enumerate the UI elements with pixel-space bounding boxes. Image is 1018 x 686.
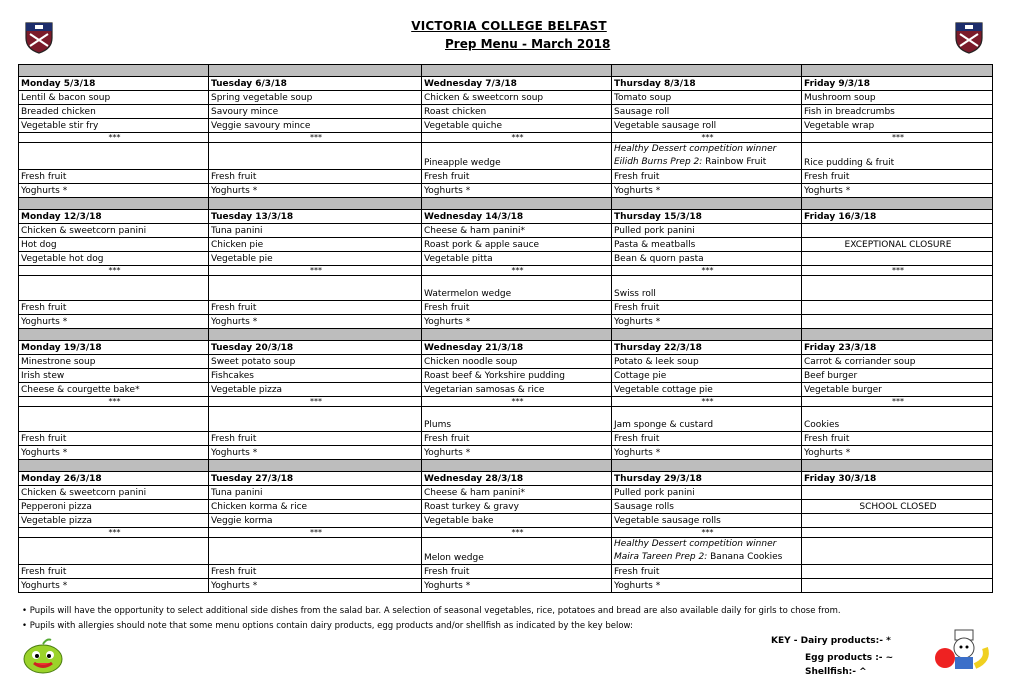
menu-table <box>18 64 993 593</box>
day-header: Monday 5/3/18 <box>19 77 209 91</box>
menu-row <box>19 252 993 266</box>
competition-winner-name: Maira Tareen Prep 2: <box>614 552 711 562</box>
yoghurt-item: Yoghurts * <box>19 184 209 198</box>
yoghurt-item: Yoghurts * <box>422 446 612 460</box>
fruit-item: Fresh fruit <box>422 170 612 184</box>
week-separator <box>19 198 993 210</box>
menu-item: Vegetable pizza <box>209 383 422 397</box>
menu-item: Veggie savoury mince <box>209 119 422 133</box>
separator-cell <box>209 460 422 472</box>
separator-cell <box>19 329 209 341</box>
menu-item: Roast chicken <box>422 105 612 119</box>
dessert-row <box>19 407 993 432</box>
menu-item: Vegetable pizza <box>19 514 209 528</box>
yoghurt-item: Yoghurts * <box>612 579 802 593</box>
stars-cell: *** <box>612 397 802 407</box>
separator-cell <box>422 460 612 472</box>
menu-item: Mushroom soup <box>802 91 993 105</box>
fruit-item <box>802 565 993 579</box>
stars-cell: *** <box>612 266 802 276</box>
yoghurt-item: Yoghurts * <box>612 184 802 198</box>
separator-cell <box>612 329 802 341</box>
fruit-item: Fresh fruit <box>209 565 422 579</box>
dessert-item: Watermelon wedge <box>422 276 612 301</box>
stars-cell: *** <box>209 397 422 407</box>
fruit-item: Fresh fruit <box>19 301 209 315</box>
menu-item: Roast beef & Yorkshire pudding <box>422 369 612 383</box>
menu-row <box>19 91 993 105</box>
dessert-item <box>802 538 993 565</box>
separator-cell <box>209 329 422 341</box>
dessert-item: Cookies <box>802 407 993 432</box>
separator-cell <box>612 460 802 472</box>
menu-item: Cheese & ham panini* <box>422 224 612 238</box>
note-allergies: • Pupils with allergies should note that some menu options contain dairy products, egg products and/or shellfish as indicated by the key below: <box>22 621 633 631</box>
menu-item: Vegetable hot dog <box>19 252 209 266</box>
dessert-item <box>209 407 422 432</box>
menu-row <box>19 383 993 397</box>
competition-title: Healthy Dessert competition winner <box>614 539 777 549</box>
fruit-item <box>802 301 993 315</box>
stars-cell: *** <box>19 266 209 276</box>
day-header-row <box>19 341 993 355</box>
fruit-item: Fresh fruit <box>422 301 612 315</box>
yoghurt-row <box>19 446 993 460</box>
menu-item: Chicken & sweetcorn panini <box>19 486 209 500</box>
yoghurt-item: Yoghurts * <box>422 184 612 198</box>
menu-item: Fish in breadcrumbs <box>802 105 993 119</box>
menu-item: Hot dog <box>19 238 209 252</box>
stars-cell: *** <box>209 266 422 276</box>
menu-item: Tuna panini <box>209 486 422 500</box>
separator-cell <box>802 65 993 77</box>
menu-row <box>19 486 993 500</box>
dessert-item: Melon wedge <box>422 538 612 565</box>
menu-item: Cottage pie <box>612 369 802 383</box>
stars-cell: *** <box>19 133 209 143</box>
stars-cell <box>802 528 993 538</box>
separator-stars-row <box>19 266 993 276</box>
menu-item: Chicken pie <box>209 238 422 252</box>
fruit-row <box>19 565 993 579</box>
yoghurt-item: Yoghurts * <box>612 315 802 329</box>
menu-item: Chicken korma & rice <box>209 500 422 514</box>
stars-cell: *** <box>422 266 612 276</box>
menu-item: Vegetable sausage rolls <box>612 514 802 528</box>
key-egg: Egg products :- ~ <box>805 653 894 663</box>
day-header: Wednesday 28/3/18 <box>422 472 612 486</box>
menu-item: Pasta & meatballs <box>612 238 802 252</box>
separator-cell <box>612 198 802 210</box>
menu-item: Vegetable cottage pie <box>612 383 802 397</box>
separator-stars-row <box>19 397 993 407</box>
stars-cell: *** <box>612 528 802 538</box>
menu-row <box>19 500 993 514</box>
menu-item: Fishcakes <box>209 369 422 383</box>
menu-item: Spring vegetable soup <box>209 91 422 105</box>
competition-dish: Rainbow Fruit <box>705 157 767 167</box>
fruit-chef-mascot-icon <box>933 626 991 674</box>
day-header: Monday 19/3/18 <box>19 341 209 355</box>
competition-winner-name: Eilidh Burns Prep 2: <box>614 157 706 167</box>
dessert-item <box>19 407 209 432</box>
yoghurt-item: Yoghurts * <box>209 446 422 460</box>
dessert-item <box>209 276 422 301</box>
separator-cell <box>209 65 422 77</box>
menu-item: Irish stew <box>19 369 209 383</box>
dessert-item: Rice pudding & fruit <box>802 143 993 170</box>
day-header: Tuesday 27/3/18 <box>209 472 422 486</box>
menu-item: Tuna panini <box>209 224 422 238</box>
separator-cell <box>802 329 993 341</box>
week-separator <box>19 329 993 341</box>
separator-cell <box>802 460 993 472</box>
menu-item: Minestrone soup <box>19 355 209 369</box>
menu-row <box>19 238 993 252</box>
menu-item <box>802 514 993 528</box>
dessert-row <box>19 276 993 301</box>
week-separator <box>19 65 993 77</box>
dessert-item: Plums <box>422 407 612 432</box>
separator-cell <box>209 198 422 210</box>
fruit-item: Fresh fruit <box>612 301 802 315</box>
menu-row <box>19 224 993 238</box>
menu-row <box>19 514 993 528</box>
separator-cell <box>802 198 993 210</box>
menu-item: Savoury mince <box>209 105 422 119</box>
day-header: Thursday 8/3/18 <box>612 77 802 91</box>
yoghurt-item <box>802 315 993 329</box>
fruit-item: Fresh fruit <box>209 432 422 446</box>
day-header: Friday 16/3/18 <box>802 210 993 224</box>
key-dairy: KEY - Dairy products:- * <box>771 636 891 646</box>
menu-item: Vegetable quiche <box>422 119 612 133</box>
day-header: Friday 9/3/18 <box>802 77 993 91</box>
menu-item: Pulled pork panini <box>612 224 802 238</box>
yoghurt-item: Yoghurts * <box>19 446 209 460</box>
dessert-item: Swiss roll <box>612 276 802 301</box>
separator-cell <box>422 198 612 210</box>
menu-item: Tomato soup <box>612 91 802 105</box>
stars-cell: *** <box>612 133 802 143</box>
day-header: Thursday 15/3/18 <box>612 210 802 224</box>
separator-cell <box>422 329 612 341</box>
stars-cell: *** <box>19 397 209 407</box>
menu-item: Cheese & ham panini* <box>422 486 612 500</box>
yoghurt-item: Yoghurts * <box>422 315 612 329</box>
menu-item: Vegetable pitta <box>422 252 612 266</box>
dessert-item <box>802 276 993 301</box>
fruit-item: Fresh fruit <box>19 432 209 446</box>
menu-row <box>19 105 993 119</box>
menu-row <box>19 119 993 133</box>
stars-cell: *** <box>422 397 612 407</box>
day-header: Friday 30/3/18 <box>802 472 993 486</box>
menu-item <box>802 224 993 238</box>
dessert-row <box>19 143 993 170</box>
yoghurt-item: Yoghurts * <box>209 579 422 593</box>
yoghurt-row <box>19 315 993 329</box>
competition-title: Healthy Dessert competition winner <box>614 144 777 154</box>
page-title: VICTORIA COLLEGE BELFAST <box>411 19 607 33</box>
menu-item: Vegetable stir fry <box>19 119 209 133</box>
menu-item: Chicken & sweetcorn panini <box>19 224 209 238</box>
dessert-item <box>209 538 422 565</box>
stars-cell: *** <box>422 133 612 143</box>
menu-item <box>802 486 993 500</box>
stars-cell: *** <box>209 133 422 143</box>
menu-item: Vegetable sausage roll <box>612 119 802 133</box>
menu-item: SCHOOL CLOSED <box>802 500 993 514</box>
fruit-item: Fresh fruit <box>209 301 422 315</box>
day-header: Tuesday 6/3/18 <box>209 77 422 91</box>
page-subtitle: Prep Menu - March 2018 <box>445 37 611 51</box>
day-header: Monday 26/3/18 <box>19 472 209 486</box>
menu-item: Vegetable bake <box>422 514 612 528</box>
separator-cell <box>422 65 612 77</box>
day-header: Tuesday 20/3/18 <box>209 341 422 355</box>
yoghurt-item <box>802 579 993 593</box>
menu-item: EXCEPTIONAL CLOSURE <box>802 238 993 252</box>
yoghurt-row <box>19 184 993 198</box>
fruit-item: Fresh fruit <box>19 170 209 184</box>
stars-cell: *** <box>19 528 209 538</box>
menu-item: Cheese & courgette bake* <box>19 383 209 397</box>
fruit-item: Fresh fruit <box>209 170 422 184</box>
menu-item: Vegetable pie <box>209 252 422 266</box>
stars-cell: *** <box>802 133 993 143</box>
fruit-row <box>19 301 993 315</box>
day-header: Thursday 29/3/18 <box>612 472 802 486</box>
yoghurt-item: Yoghurts * <box>209 315 422 329</box>
dessert-item <box>19 538 209 565</box>
day-header-row <box>19 77 993 91</box>
yoghurt-item: Yoghurts * <box>802 184 993 198</box>
note-salad-bar: • Pupils will have the opportunity to select additional side dishes from the salad bar. A selection of seasonal vegetables, rice, potatoes and bread are also available daily for girls to chose from. <box>22 606 841 616</box>
fruit-row <box>19 432 993 446</box>
dessert-item: Pineapple wedge <box>422 143 612 170</box>
yoghurt-row <box>19 579 993 593</box>
menu-item: Pulled pork panini <box>612 486 802 500</box>
menu-item: Sausage rolls <box>612 500 802 514</box>
dessert-row <box>19 538 993 565</box>
fruit-item: Fresh fruit <box>612 170 802 184</box>
menu-item: Beef burger <box>802 369 993 383</box>
dessert-item <box>19 276 209 301</box>
fruit-item: Fresh fruit <box>19 565 209 579</box>
menu-item: Breaded chicken <box>19 105 209 119</box>
dessert-competition-winner <box>612 538 802 565</box>
yoghurt-item: Yoghurts * <box>612 446 802 460</box>
stars-cell: *** <box>802 266 993 276</box>
stars-cell: *** <box>422 528 612 538</box>
fruit-item: Fresh fruit <box>612 565 802 579</box>
fruit-row <box>19 170 993 184</box>
week-separator <box>19 460 993 472</box>
dessert-item: Jam sponge & custard <box>612 407 802 432</box>
yoghurt-item: Yoghurts * <box>19 579 209 593</box>
menu-item: Vegetable wrap <box>802 119 993 133</box>
menu-item: Roast turkey & gravy <box>422 500 612 514</box>
day-header: Tuesday 13/3/18 <box>209 210 422 224</box>
dessert-competition-winner <box>612 143 802 170</box>
fruit-item: Fresh fruit <box>422 565 612 579</box>
day-header: Monday 12/3/18 <box>19 210 209 224</box>
menu-item: Roast pork & apple sauce <box>422 238 612 252</box>
day-header: Wednesday 7/3/18 <box>422 77 612 91</box>
dessert-item <box>209 143 422 170</box>
fruit-item: Fresh fruit <box>802 432 993 446</box>
menu-row <box>19 369 993 383</box>
separator-cell <box>19 65 209 77</box>
competition-dish: Banana Cookies <box>710 552 783 562</box>
day-header-row <box>19 210 993 224</box>
day-header-row <box>19 472 993 486</box>
menu-item: Sweet potato soup <box>209 355 422 369</box>
menu-row <box>19 355 993 369</box>
menu-item: Lentil & bacon soup <box>19 91 209 105</box>
dessert-item <box>19 143 209 170</box>
fruit-item: Fresh fruit <box>422 432 612 446</box>
menu-item: Vegetable burger <box>802 383 993 397</box>
yoghurt-item: Yoghurts * <box>209 184 422 198</box>
key-shellfish: Shellfish:- ^ <box>805 667 867 677</box>
menu-item <box>802 252 993 266</box>
yoghurt-item: Yoghurts * <box>19 315 209 329</box>
menu-item: Vegetarian samosas & rice <box>422 383 612 397</box>
yoghurt-item: Yoghurts * <box>422 579 612 593</box>
separator-cell <box>19 460 209 472</box>
separator-cell <box>612 65 802 77</box>
day-header: Friday 23/3/18 <box>802 341 993 355</box>
menu-item: Chicken & sweetcorn soup <box>422 91 612 105</box>
day-header: Wednesday 14/3/18 <box>422 210 612 224</box>
yoghurt-item: Yoghurts * <box>802 446 993 460</box>
separator-cell <box>19 198 209 210</box>
fruit-item: Fresh fruit <box>612 432 802 446</box>
menu-item: Potato & leek soup <box>612 355 802 369</box>
menu-item: Carrot & corriander soup <box>802 355 993 369</box>
menu-item: Chicken noodle soup <box>422 355 612 369</box>
menu-item: Pepperoni pizza <box>19 500 209 514</box>
day-header: Wednesday 21/3/18 <box>422 341 612 355</box>
separator-stars-row <box>19 528 993 538</box>
separator-stars-row <box>19 133 993 143</box>
stars-cell: *** <box>209 528 422 538</box>
menu-item: Bean & quorn pasta <box>612 252 802 266</box>
day-header: Thursday 22/3/18 <box>612 341 802 355</box>
apple-mascot-icon <box>22 638 64 674</box>
fruit-item: Fresh fruit <box>802 170 993 184</box>
menu-item: Veggie korma <box>209 514 422 528</box>
stars-cell: *** <box>802 397 993 407</box>
menu-item: Sausage roll <box>612 105 802 119</box>
